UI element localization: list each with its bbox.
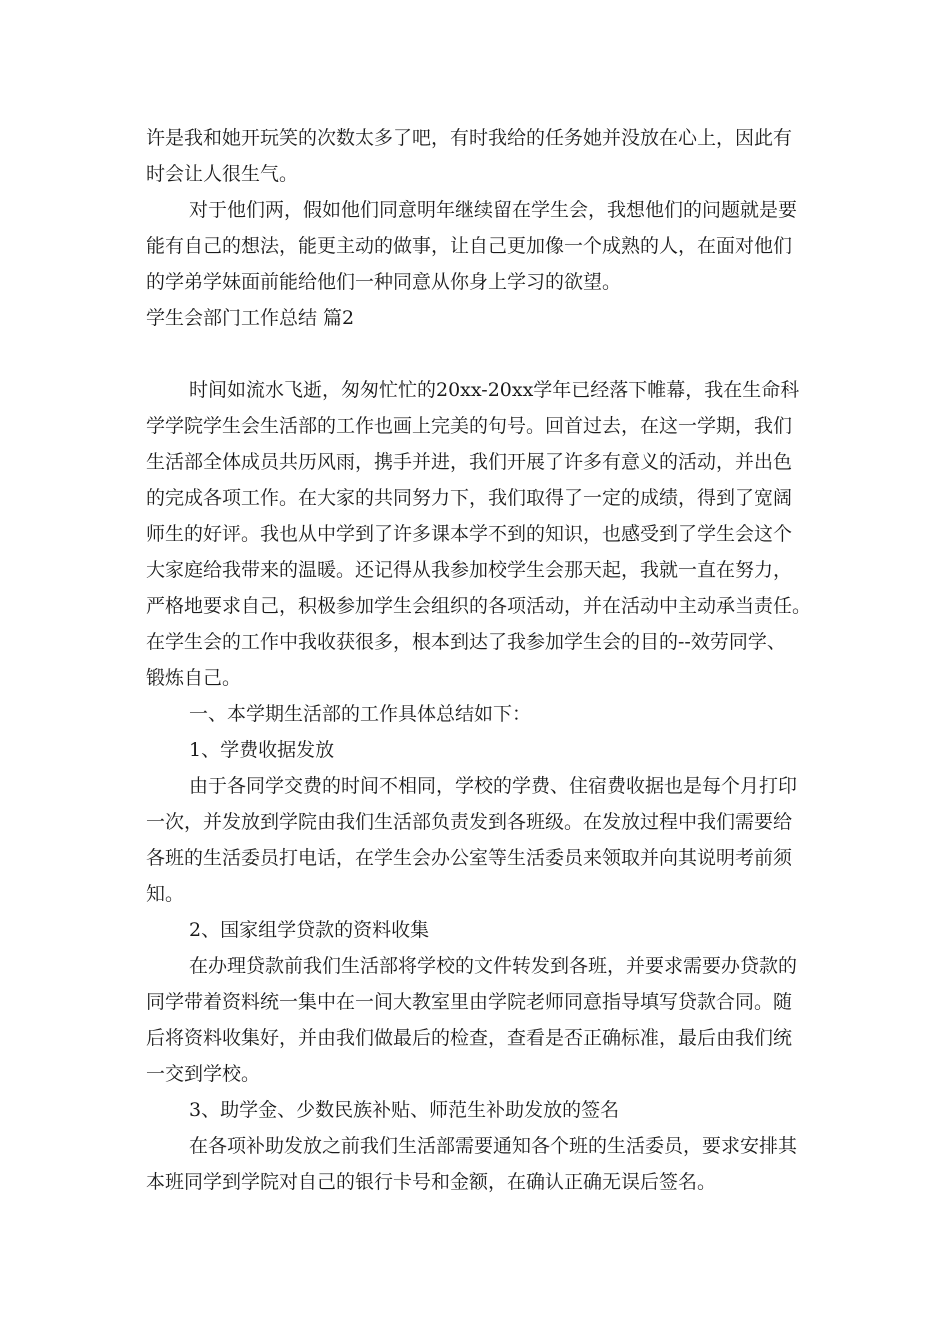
text-line: 在各项补助发放之前我们生活部需要通知各个班的生活委员，要求安排其 bbox=[189, 1135, 798, 1157]
text-line: 严格地要求自己，积极参加学生会组织的各项活动，并在活动中主动承当责任。 bbox=[146, 595, 812, 617]
text-line: 师生的好评。我也从中学到了许多课本学不到的知识，也感受到了学生会这个 bbox=[146, 523, 793, 545]
subheading: 2、国家组学贷款的资料收集 bbox=[189, 919, 430, 941]
text-line: 后将资料收集好，并由我们做最后的检查，查看是否正确标准，最后由我们统 bbox=[146, 1027, 793, 1049]
text-line: 知。 bbox=[146, 883, 185, 905]
text-line: 在学生会的工作中我收获很多，根本到达了我参加学生会的目的--效劳同学、 bbox=[146, 631, 786, 653]
text-line: 各班的生活委员打电话，在学生会办公室等生活委员来领取并向其说明考前须 bbox=[146, 847, 793, 869]
text-line: 能有自己的想法，能更主动的做事，让自己更加像一个成熟的人，在面对他们 bbox=[146, 235, 793, 257]
text-line: 学学院学生会生活部的工作也画上完美的句号。回首过去，在这一学期，我们 bbox=[146, 415, 793, 437]
text-line: 一交到学校。 bbox=[146, 1063, 261, 1085]
text-line: 锻炼自己。 bbox=[146, 667, 242, 689]
subheading: 3、助学金、少数民族补贴、师范生补助发放的签名 bbox=[189, 1099, 620, 1121]
text-line: 生活部全体成员共历风雨，携手并进，我们开展了许多有意义的活动，并出色 bbox=[146, 451, 793, 473]
text-line: 在办理贷款前我们生活部将学校的文件转发到各班，并要求需要办贷款的 bbox=[189, 955, 798, 977]
text-line: 对于他们两，假如他们同意明年继续留在学生会，我想他们的问题就是要 bbox=[189, 199, 798, 221]
text-line: 由于各同学交费的时间不相同，学校的学费、住宿费收据也是每个月打印 bbox=[189, 775, 798, 797]
subheading: 一、本学期生活部的工作具体总结如下： bbox=[189, 703, 532, 725]
text-line: 本班同学到学院对自己的银行卡号和金额，在确认正确无误后签名。 bbox=[146, 1171, 717, 1193]
text-line: 时间如流水飞逝，匆匆忙忙的20xx-20xx学年已经落下帷幕，我在生命科 bbox=[189, 379, 800, 401]
text-line: 同学带着资料统一集中在一间大教室里由学院老师同意指导填写贷款合同。随 bbox=[146, 991, 793, 1013]
text-line: 的学弟学妹面前能给他们一种同意从你身上学习的欲望。 bbox=[146, 271, 622, 293]
section-heading: 学生会部门工作总结 篇2 bbox=[146, 307, 355, 329]
subheading: 1、学费收据发放 bbox=[189, 739, 335, 761]
text-line: 许是我和她开玩笑的次数太多了吧，有时我给的任务她并没放在心上，因此有 bbox=[146, 127, 793, 149]
text-line: 一次，并发放到学院由我们生活部负责发到各班级。在发放过程中我们需要给 bbox=[146, 811, 793, 833]
text-line: 的完成各项工作。在大家的共同努力下，我们取得了一定的成绩，得到了宽阔 bbox=[146, 487, 793, 509]
text-line: 大家庭给我带来的温暖。还记得从我参加校学生会那天起，我就一直在努力， bbox=[146, 559, 793, 581]
text-line: 时会让人很生气。 bbox=[146, 163, 299, 185]
